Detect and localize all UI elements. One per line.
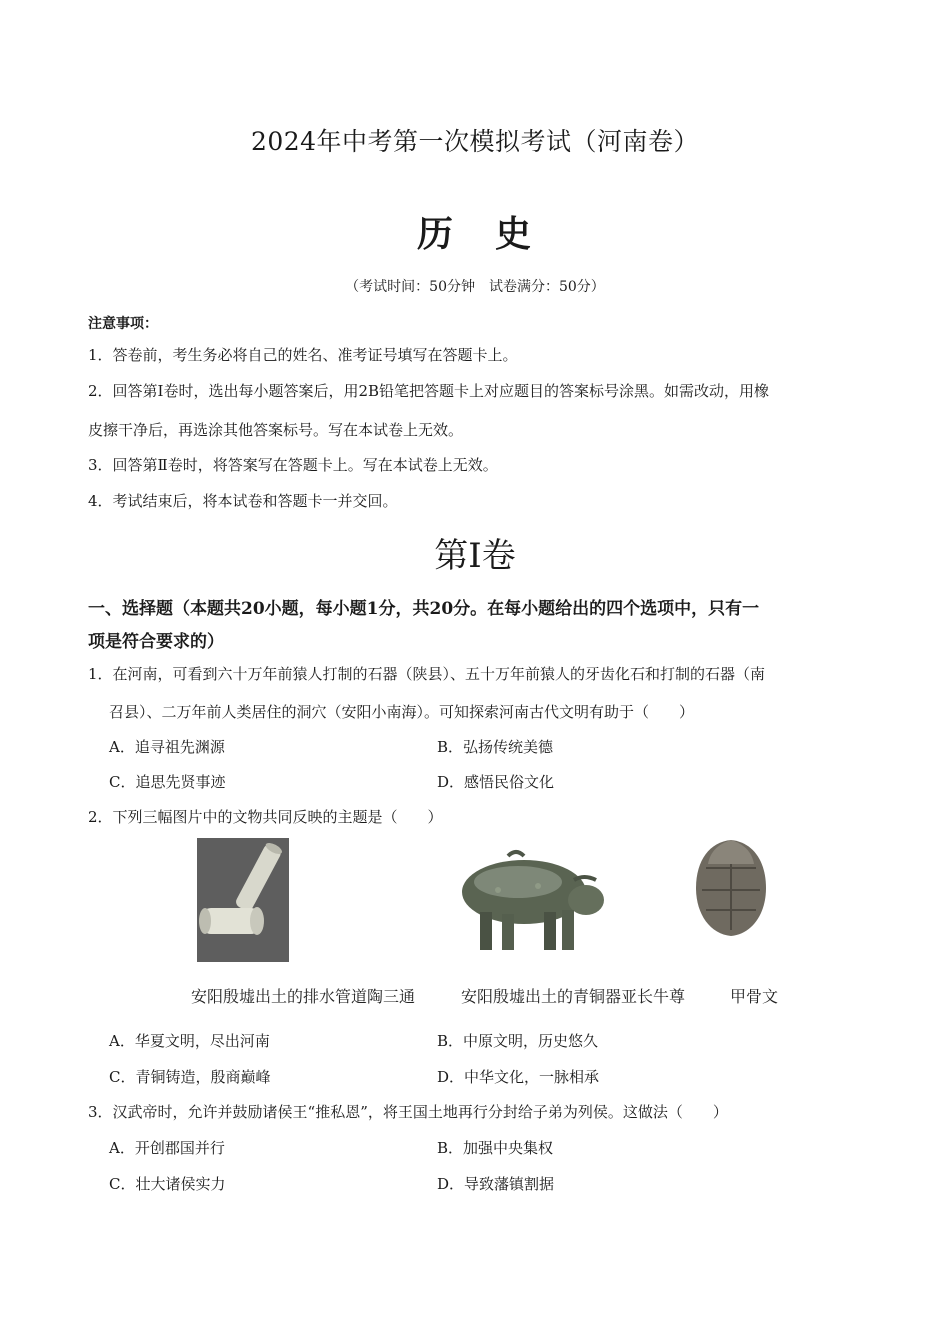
exam-timing: （考试时间：50分钟 试卷满分：50分） — [345, 279, 605, 295]
notice-item: 2．回答第Ⅰ卷时，选出每小题答案后，用2B铅笔把答题卡上对应题目的答案标号涂黑。如需改动，用橡 — [88, 382, 770, 400]
question-3-option-c[interactable]: C．壮大诸侯实力 — [109, 1175, 226, 1193]
subject-char-1: 历 — [416, 213, 455, 255]
image-caption-1: 安阳殷墟出土的排水管道陶三通 — [191, 987, 416, 1006]
question-1-option-c[interactable]: C．追思先贤事迹 — [109, 773, 226, 791]
question-3-stem: 3．汉武帝时，允许并鼓励诸侯王“推私恩”，将王国土地再行分封给子弟为列侯。这做法（ ） — [88, 1103, 728, 1121]
section-heading: 一、选择题（本题共20小题，每小题1分，共20分。在每小题给出的四个选项中，只有一 — [88, 599, 760, 619]
notice-item: 3．回答第Ⅱ卷时，将答案写在答题卡上。写在本试卷上无效。 — [88, 456, 498, 474]
question-1-stem: 1．在河南，可看到六十万年前猿人打制的石器（陕县）、五十万年前猿人的牙齿化石和打制的石器（南 — [88, 665, 766, 683]
subject-title — [0, 206, 950, 257]
exam-title: 2024年中考第一次模拟考试（河南卷） — [250, 127, 700, 156]
notice-item: 4．考试结束后，将本试卷和答题卡一并交回。 — [88, 492, 398, 510]
question-1-option-a[interactable]: A．追寻祖先渊源 — [109, 738, 225, 756]
notice-item: 1．答卷前，考生务必将自己的姓名、准考证号填写在答题卡上。 — [88, 346, 518, 364]
question-3-option-a[interactable]: A．开创郡国并行 — [109, 1139, 225, 1157]
question-1-option-b[interactable]: B．弘扬传统美德 — [437, 738, 554, 756]
notice-heading: 注意事项： — [88, 316, 158, 332]
subject-char-2: 史 — [495, 213, 534, 255]
question-2-option-b[interactable]: B．中原文明，历史悠久 — [437, 1032, 599, 1050]
image-caption-2: 安阳殷墟出土的青铜器亚长牛尊 — [461, 987, 686, 1006]
question-2-option-c[interactable]: C．青铜铸造，殷商巅峰 — [109, 1068, 271, 1086]
question-3-option-b[interactable]: B．加强中央集权 — [437, 1139, 554, 1157]
drainage-pipe-image — [197, 838, 289, 962]
question-1-option-d[interactable]: D．感悟民俗文化 — [437, 773, 555, 791]
bronze-ox-zun-image — [458, 846, 604, 958]
image-caption-3: 甲骨文 — [730, 987, 779, 1006]
section-heading-continued: 项是符合要求的） — [88, 632, 224, 652]
question-2-option-a[interactable]: A．华夏文明，尽出河南 — [109, 1032, 270, 1050]
notice-item-continued: 皮擦干净后，再选涂其他答案标号。写在本试卷上无效。 — [88, 421, 464, 439]
question-3-option-d[interactable]: D．导致藩镇割据 — [437, 1175, 555, 1193]
question-2-stem: 2．下列三幅图片中的文物共同反映的主题是（ ） — [88, 808, 443, 826]
question-1-stem-continued: 召县）、二万年前人类居住的洞穴（安阳小南海）。可知探索河南古代文明有助于（ ） — [109, 703, 695, 721]
question-2-option-d[interactable]: D．中华文化，一脉相承 — [437, 1068, 600, 1086]
volume-title: 第Ⅰ卷 — [434, 536, 516, 576]
oracle-bone-image — [692, 838, 770, 938]
